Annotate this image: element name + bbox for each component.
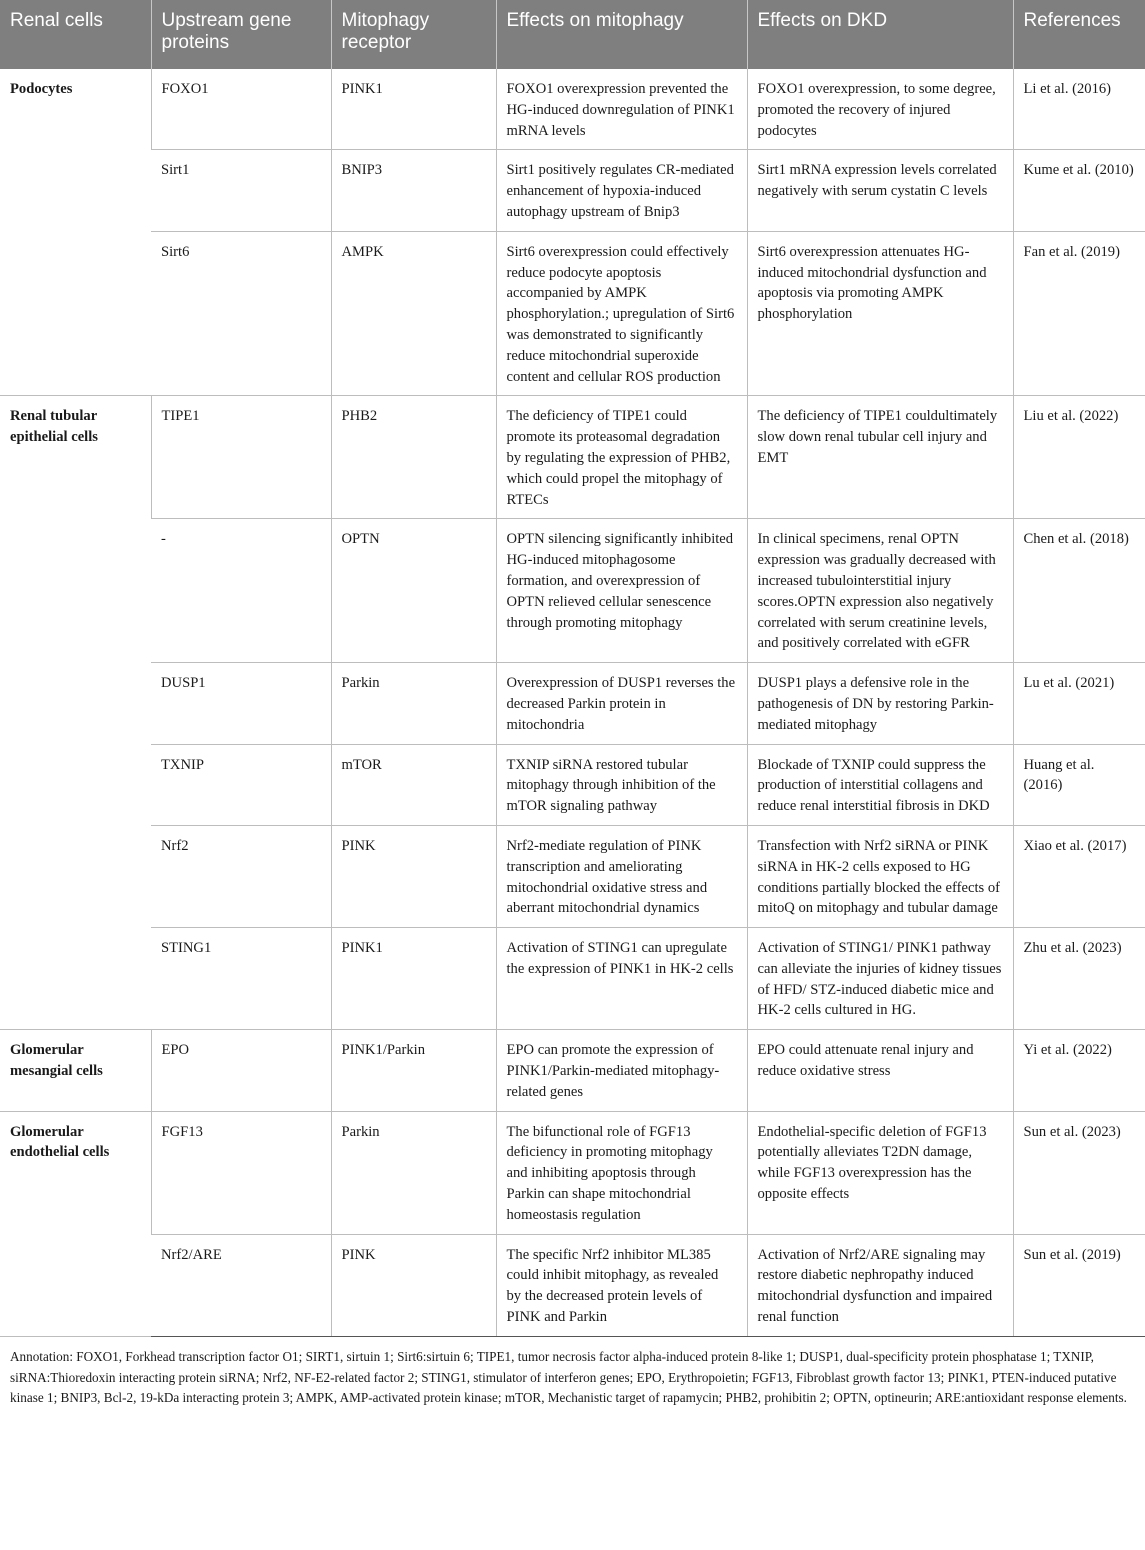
- header-references: References: [1013, 0, 1145, 69]
- table-row: [0, 231, 1145, 396]
- table-row: [0, 825, 1145, 927]
- cell-reference: Chen et al. (2018): [1013, 519, 1145, 663]
- cell-gene: TXNIP: [151, 744, 331, 825]
- cell-gene: FOXO1: [151, 69, 331, 150]
- cell-reference: Liu et al. (2022): [1013, 396, 1145, 519]
- cell-receptor: mTOR: [331, 744, 496, 825]
- table-row: [0, 396, 1145, 519]
- cell-effects-dkd: EPO could attenuate renal injury and reduce oxidative stress: [747, 1030, 1013, 1111]
- cell-reference: Lu et al. (2021): [1013, 663, 1145, 744]
- header-renal-cells: Renal cells: [0, 0, 151, 69]
- cell-effects-dkd: Blockade of TXNIP could suppress the production of interstitial collagens and reduce renal interstitial fibrosis in DKD: [747, 744, 1013, 825]
- cell-effects-mitophagy: OPTN silencing significantly inhibited HG-induced mitophagosome formation, and overexpression of OPTN relieved cellular senescence through promoting mitophagy: [496, 519, 747, 663]
- cell-effects-dkd: DUSP1 plays a defensive role in the pathogenesis of DN by restoring Parkin-mediated mitophagy: [747, 663, 1013, 744]
- cell-reference: Zhu et al. (2023): [1013, 928, 1145, 1030]
- cell-effects-dkd: The deficiency of TIPE1 couldultimately slow down renal tubular cell injury and EMT: [747, 396, 1013, 519]
- cell-effects-mitophagy: Sirt6 overexpression could effectively reduce podocyte apoptosis accompanied by AMPK phosphorylation.; upregulation of Sirt6 was demonstrated to significantly reduce mitochondrial superoxide content and cellular ROS production: [496, 231, 747, 396]
- cell-receptor: BNIP3: [331, 150, 496, 231]
- header-effects-dkd: Effects on DKD: [747, 0, 1013, 69]
- cell-reference: Huang et al. (2016): [1013, 744, 1145, 825]
- cell-receptor: OPTN: [331, 519, 496, 663]
- table-header-row: [0, 0, 1145, 69]
- cell-receptor: Parkin: [331, 663, 496, 744]
- cell-effects-mitophagy: Activation of STING1 can upregulate the expression of PINK1 in HK-2 cells: [496, 928, 747, 1030]
- cell-effects-mitophagy: FOXO1 overexpression prevented the HG-induced downregulation of PINK1 mRNA levels: [496, 69, 747, 150]
- cell-effects-mitophagy: The deficiency of TIPE1 could promote its proteasomal degradation by regulating the expression of PHB2, which could propel the mitophagy of RTECs: [496, 396, 747, 519]
- cell-reference: Yi et al. (2022): [1013, 1030, 1145, 1111]
- cell-effects-dkd: Endothelial-specific deletion of FGF13 potentially alleviates T2DN damage, while FGF13 overexpression has the opposite effects: [747, 1111, 1013, 1234]
- table-row: [0, 1234, 1145, 1336]
- cell-gene: EPO: [151, 1030, 331, 1111]
- cell-receptor: Parkin: [331, 1111, 496, 1234]
- header-upstream-gene: Upstream gene proteins: [151, 0, 331, 69]
- table-row: [0, 519, 1145, 663]
- cell-effects-mitophagy: The bifunctional role of FGF13 deficiency in promoting mitophagy and inhibiting apoptosis through Parkin can shape mitochondrial homeostasis regulation: [496, 1111, 747, 1234]
- cell-gene: Sirt1: [151, 150, 331, 231]
- table-row: [0, 744, 1145, 825]
- cell-receptor: PINK1: [331, 928, 496, 1030]
- cell-effects-dkd: Transfection with Nrf2 siRNA or PINK siRNA in HK-2 cells exposed to HG conditions partially blocked the effects of mitoQ on mitophagy and tubular damage: [747, 825, 1013, 927]
- cell-receptor: PINK: [331, 1234, 496, 1336]
- cell-gene: -: [151, 519, 331, 663]
- header-mitophagy-receptor: Mitophagy receptor: [331, 0, 496, 69]
- cell-effects-mitophagy: TXNIP siRNA restored tubular mitophagy through inhibition of the mTOR signaling pathway: [496, 744, 747, 825]
- cell-reference: Sun et al. (2019): [1013, 1234, 1145, 1336]
- cell-gene: Nrf2/ARE: [151, 1234, 331, 1336]
- cell-reference: Xiao et al. (2017): [1013, 825, 1145, 927]
- cell-gene: DUSP1: [151, 663, 331, 744]
- cell-type-label: Glomerular endothelial cells: [0, 1111, 151, 1336]
- cell-gene: STING1: [151, 928, 331, 1030]
- cell-gene: Nrf2: [151, 825, 331, 927]
- cell-effects-dkd: Activation of STING1/ PINK1 pathway can alleviate the injuries of kidney tissues of HFD/ STZ-induced diabetic mice and HK-2 cells cultured in HG.: [747, 928, 1013, 1030]
- cell-effects-mitophagy: Nrf2-mediate regulation of PINK transcription and ameliorating mitochondrial oxidative stress and aberrant mitochondrial dynamics: [496, 825, 747, 927]
- cell-type-label: Renal tubular epithelial cells: [0, 396, 151, 1030]
- cell-effects-dkd: In clinical specimens, renal OPTN expression was gradually decreased with increased tubulointerstitial injury scores.OPTN expression also negatively correlated with serum creatinine levels, and positively correlated with eGFR: [747, 519, 1013, 663]
- cell-reference: Sun et al. (2023): [1013, 1111, 1145, 1234]
- cell-reference: Kume et al. (2010): [1013, 150, 1145, 231]
- cell-effects-mitophagy: EPO can promote the expression of PINK1/Parkin-mediated mitophagy-related genes: [496, 1030, 747, 1111]
- cell-effects-mitophagy: Overexpression of DUSP1 reverses the decreased Parkin protein in mitochondria: [496, 663, 747, 744]
- table-row: [0, 663, 1145, 744]
- cell-effects-dkd: Activation of Nrf2/ARE signaling may restore diabetic nephropathy induced mitochondrial dysfunction and impaired renal function: [747, 1234, 1013, 1336]
- cell-reference: Li et al. (2016): [1013, 69, 1145, 150]
- table-row: [0, 1030, 1145, 1111]
- table-body: [0, 69, 1145, 1336]
- cell-gene: Sirt6: [151, 231, 331, 396]
- cell-receptor: PHB2: [331, 396, 496, 519]
- cell-receptor: PINK1/Parkin: [331, 1030, 496, 1111]
- cell-receptor: PINK1: [331, 69, 496, 150]
- table-annotation: Annotation: FOXO1, Forkhead transcription factor O1; SIRT1, sirtuin 1; Sirt6:sirtuin 6; TIPE1, tumor necrosis factor alpha-induced protein 8-like 1; DUSP1, dual-specificity protein phosphatase 1; TXNIP, siRNA:Thioredoxin interacting protein siRNA; Nrf2, NF-E2-related factor 2; STING1, stimulator of interferon genes; EPO, Erythropoietin; FGF13, Fibroblast growth factor 13; PINK1, PTEN-induced putative kinase 1; BNIP3, Bcl-2, 19-kDa interacting protein 3; AMPK, AMP-activated protein kinase; mTOR, Mechanistic target of rapamycin; PHB2, prohibitin 2; OPTN, optineurin; ARE:antioxidant response elements.: [10, 1349, 1127, 1405]
- cell-gene: FGF13: [151, 1111, 331, 1234]
- cell-receptor: PINK: [331, 825, 496, 927]
- cell-effects-dkd: Sirt6 overexpression attenuates HG-induced mitochondrial dysfunction and apoptosis via promoting AMPK phosphorylation: [747, 231, 1013, 396]
- table-row: [0, 69, 1145, 150]
- table-row: [0, 1111, 1145, 1234]
- cell-type-label: Glomerular mesangial cells: [0, 1030, 151, 1111]
- cell-effects-dkd: FOXO1 overexpression, to some degree, promoted the recovery of injured podocytes: [747, 69, 1013, 150]
- table-row: [0, 150, 1145, 231]
- table-row: [0, 928, 1145, 1030]
- cell-gene: TIPE1: [151, 396, 331, 519]
- cell-type-label: Podocytes: [0, 69, 151, 396]
- cell-receptor: AMPK: [331, 231, 496, 396]
- cell-effects-mitophagy: The specific Nrf2 inhibitor ML385 could inhibit mitophagy, as revealed by the decreased protein levels of PINK and Parkin: [496, 1234, 747, 1336]
- cell-reference: Fan et al. (2019): [1013, 231, 1145, 396]
- cell-effects-mitophagy: Sirt1 positively regulates CR-mediated enhancement of hypoxia-induced autophagy upstream of Bnip3: [496, 150, 747, 231]
- cell-effects-dkd: Sirt1 mRNA expression levels correlated negatively with serum cystatin C levels: [747, 150, 1013, 231]
- header-effects-mitophagy: Effects on mitophagy: [496, 0, 747, 69]
